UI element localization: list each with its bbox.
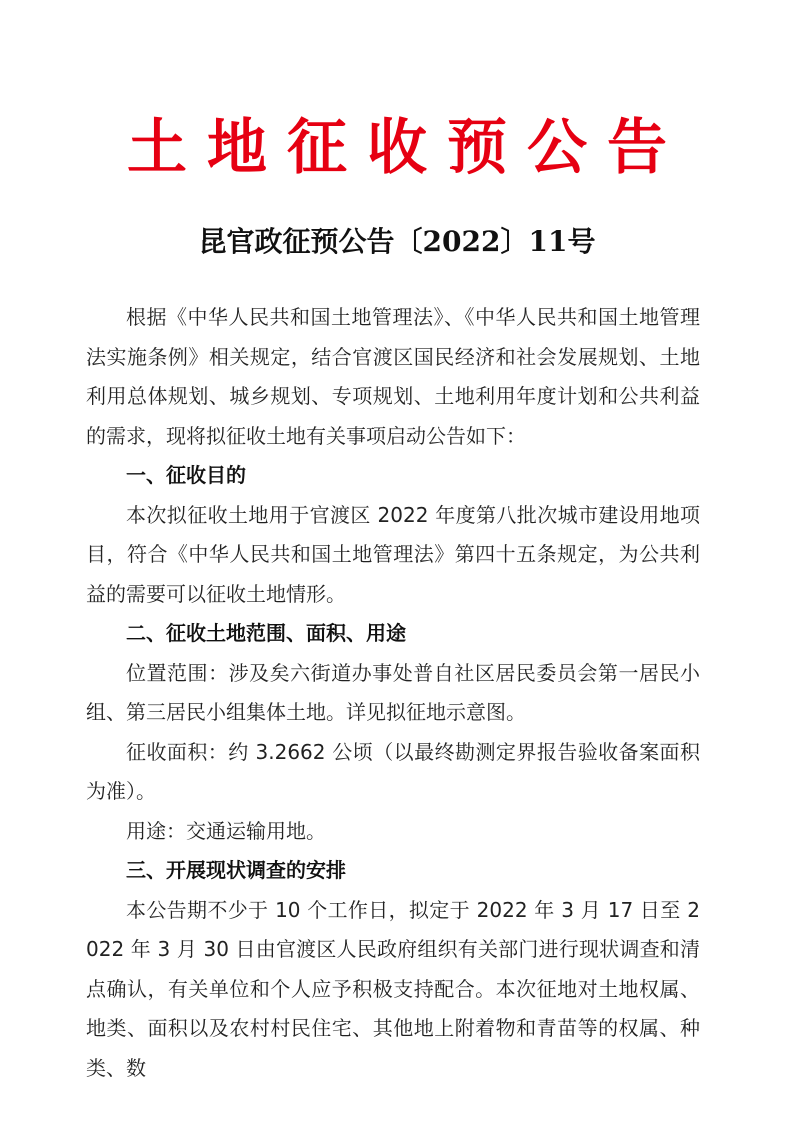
section-2-heading: 二、征收土地范围、面积、用途 — [126, 621, 406, 645]
notice-title: 土地征收预公告 — [127, 113, 687, 183]
section-3-text: 本公告期不少于 10 个工作日，拟定于 2022 年 3 月 17 日至 2022 年 3 月 30 日由官渡区人民政府组织有关部门进行现状调查和清点确认，有关单位和个人应予积极支持配合。本次征地对土地权属、地类、面积以及农村村民住宅、其他地上附着物和青苗等的权属、种类、数 — [86, 897, 700, 1080]
document-number: 昆官政征预公告〔2022〕11号 — [198, 225, 596, 258]
section-2-location: 位置范围：涉及矣六街道办事处普自社区居民委员会第一居民小组、第三居民小组集体土地。详见拟征地示意图。 — [86, 660, 700, 724]
section-1-text: 本次拟征收土地用于官渡区 2022 年度第八批次城市建设用地项目，符合《中华人民共和国土地管理法》第四十五条规定，为公共利益的需要可以征收土地情形。 — [86, 502, 700, 606]
section-2-area: 征收面积：约 3.2662 公顷（以最终勘测定界报告验收备案面积为准）。 — [86, 739, 700, 803]
section-3-heading: 三、开展现状调查的安排 — [126, 858, 346, 882]
section-1-heading: 一、征收目的 — [126, 463, 246, 487]
intro-paragraph: 根据《中华人民共和国土地管理法》、《中华人民共和国土地管理法实施条例》相关规定，结合官渡区国民经济和社会发展规划、土地利用总体规划、城乡规划、专项规划、土地利用年度计划和公共利益的需求，现将拟征收土地有关事项启动公告如下： — [86, 305, 700, 448]
section-2-usage: 用途：交通运输用地。 — [126, 818, 326, 843]
document-body — [86, 298, 700, 1088]
